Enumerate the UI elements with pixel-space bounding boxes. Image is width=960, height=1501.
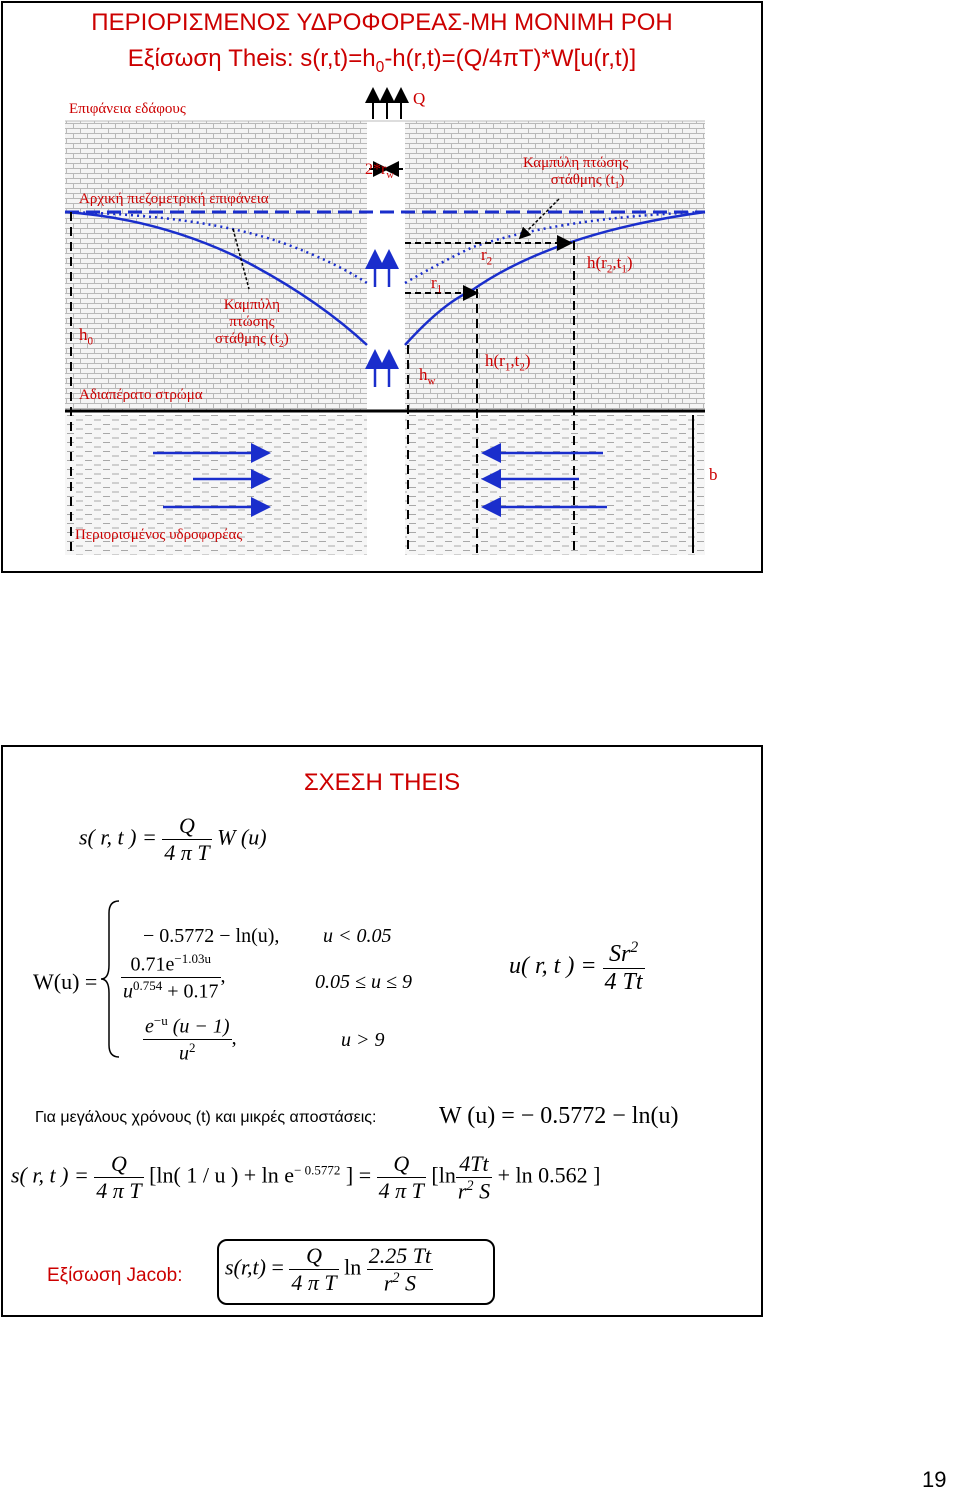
ground-surface-label: Επιφάνεια εδάφους: [69, 101, 186, 117]
slide-theis-relation: [1, 745, 763, 1317]
well-radius-label: $2*r_w$: [365, 161, 394, 182]
curve-t2-label: Καμπύλη πτώσης στάθμης $(t_2)$: [215, 297, 289, 350]
well-bore: [367, 121, 405, 555]
h-r2-t1-label: $h(r_2,t_1)$: [587, 253, 633, 276]
r2-label: $r_2$: [481, 245, 493, 268]
w-case1-expr: − 0.5772 − ln(u),: [143, 925, 280, 947]
well-function-lhs: W(u) =: [33, 969, 98, 994]
h-r1-t2-label: $h(r_1,t_2)$: [485, 351, 531, 374]
w-case3-expr: $\frac{e^{-u} (u - 1)}{u^2}$ ,: [145, 1013, 237, 1065]
jacob-equation: s(r,t) = $\frac{Q}{\text{4 π T}}$ ln $\frac{2.25 Tt}{r^2 S}$: [225, 1243, 432, 1296]
approx-well-function: W (u) = − 0.5772 − ln(u): [439, 1103, 679, 1129]
discharge-label: Q: [413, 89, 426, 108]
thickness-b-label: b: [709, 465, 718, 484]
impermeable-layer-label: Αδιαπέρατο στρώμα: [79, 387, 203, 403]
aquifer-cross-section-diagram: [3, 3, 761, 571]
w-case1-cond: u < 0.05: [323, 925, 392, 947]
theis-equation-subtitle: Εξίσωση Theis: $s(r,t)=h_0-h(r,t)=(Q/4\pi T)*W[u(r,t)]$: [127, 45, 637, 76]
w-case2-expr: $\frac{0.71e^{-1.03u}}{u^{0.754} + 0.17}$ ,: [123, 951, 226, 1003]
h0-label: $h_0$: [79, 325, 94, 348]
theis-equation: s( r, t ) = $\frac{Q}{\text{4 π T}}$ W (u): [79, 813, 267, 865]
drawdown-expansion: s( r, t ) = $\frac{Q}{\text{4 π T}}$ [ln( 1 / u ) + $\ln e^{- 0.5772}$ ] = $\frac{Q}{\text{4 π T}}$ [ln $\frac{4Tt}{r^2 S}$ + ln 0.562 ]: [11, 1151, 601, 1204]
jacob-label: Εξίσωση Jacob:: [47, 1265, 183, 1286]
page-number: 19: [922, 1467, 947, 1492]
w-case2-cond: 0.05 ≤ u ≤ 9: [315, 971, 412, 993]
slide2-title: ΣΧΕΣΗ THEIS: [303, 769, 461, 796]
slide-title: ΠΕΡΙΟΡΙΣΜΕΝΟΣ ΥΔΡΟΦΟΡΕΑΣ-ΜΗ ΜΟΝΙΜΗ ΡΟΗ: [91, 9, 673, 36]
piecewise-brace: [99, 899, 123, 1059]
approximation-note: Για μεγάλους χρόνους (t) και μικρές αποστάσεις:: [35, 1109, 377, 1126]
hw-label: $h_w$: [419, 365, 436, 388]
slide-confined-aquifer: [1, 1, 763, 573]
w-case3-cond: u > 9: [341, 1029, 385, 1051]
initial-surface-label: Αρχική πιεζομετρική επιφάνεια: [79, 191, 269, 207]
u-definition: u( r, t ) = $\frac{Sr^2}{4 Tt}$: [509, 939, 643, 995]
confined-aquifer-label: Περιορισμένος υδροφορέας: [75, 527, 243, 543]
curve-t1-label: Καμπύλη πτώσης στάθμης $(t_1)$: [523, 155, 629, 191]
r1-label: $r_1$: [431, 273, 443, 296]
